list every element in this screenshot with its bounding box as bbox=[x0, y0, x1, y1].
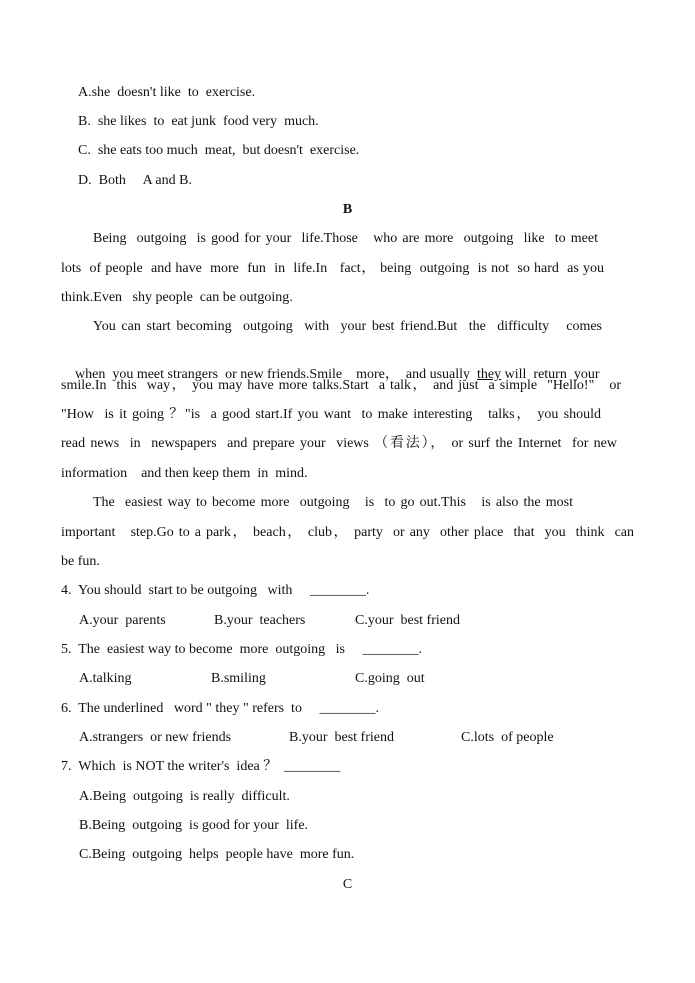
passage-line: read news in newspapers and prepare your views （看法）， or surf the Internet for new bbox=[61, 436, 617, 451]
q3-option-d: D. Both A and B. bbox=[78, 173, 192, 188]
question-5-option-a: A.talking bbox=[79, 671, 132, 686]
question-4-stem: 4. You should start to be outgoing with ________. bbox=[61, 583, 370, 598]
question-7-option-c: C.Being outgoing helps people have more fun. bbox=[79, 847, 355, 862]
passage-line: be fun. bbox=[61, 554, 100, 569]
passage-line: information and then keep them in mind. bbox=[61, 466, 308, 481]
question-5-option-b: B.smiling bbox=[211, 671, 266, 686]
question-6-option-b: B.your best friend bbox=[289, 730, 394, 745]
passage-line: think.Even shy people can be outgoing. bbox=[61, 290, 293, 305]
question-6-stem: 6. The underlined word " they " refers to ________. bbox=[61, 701, 379, 716]
passage-line: smile.In this way， you may have more talks.Start a talk， and just a simple "Hello!" or bbox=[61, 378, 621, 393]
question-4-option-b: B.your teachers bbox=[214, 613, 306, 628]
passage-line: lots of people and have more fun in life.In fact， being outgoing is not so hard as you bbox=[61, 261, 604, 276]
passage-line: The easiest way to become more outgoing is to go out.This is also the most bbox=[93, 495, 573, 510]
question-6-option-a: A.strangers or new friends bbox=[79, 730, 232, 745]
section-c-heading: C bbox=[342, 877, 353, 892]
question-5-option-c: C.going out bbox=[355, 671, 425, 686]
question-4-option-c: C.your best friend bbox=[355, 613, 460, 628]
question-7-option-b: B.Being outgoing is good for your life. bbox=[79, 818, 309, 833]
passage-line: Being outgoing is good for your life.Those who are more outgoing like to meet bbox=[93, 231, 598, 246]
underlined-word-they: they bbox=[477, 367, 502, 382]
passage-line: important step.Go to a park， beach， club， party or any other place that you think can bbox=[61, 525, 634, 540]
question-6-option-c: C.lots of people bbox=[461, 730, 554, 745]
section-b-heading: B bbox=[342, 202, 353, 217]
question-7-option-a: A.Being outgoing is really difficult. bbox=[79, 789, 290, 804]
passage-line: You can start becoming outgoing with your best friend.But the difficulty comes bbox=[93, 319, 602, 334]
passage-text: when you meet strangers or new friends.Smile more， and usually bbox=[75, 367, 478, 382]
q3-option-b: B. she likes to eat junk food very much. bbox=[78, 114, 319, 129]
q3-option-a: A.she doesn't like to exercise. bbox=[78, 85, 256, 100]
passage-line: "How is it going ？"is a good start.If you want to make interesting talks， you should bbox=[61, 407, 601, 422]
question-7-stem: 7. Which is NOT the writer's idea ？ ________ bbox=[61, 759, 341, 774]
question-4-option-a: A.your parents bbox=[79, 613, 166, 628]
q3-option-c: C. she eats too much meat, but doesn't exercise. bbox=[78, 143, 360, 158]
passage-text: will return your bbox=[501, 367, 600, 382]
question-5-stem: 5. The easiest way to become more outgoing is ________. bbox=[61, 642, 422, 657]
